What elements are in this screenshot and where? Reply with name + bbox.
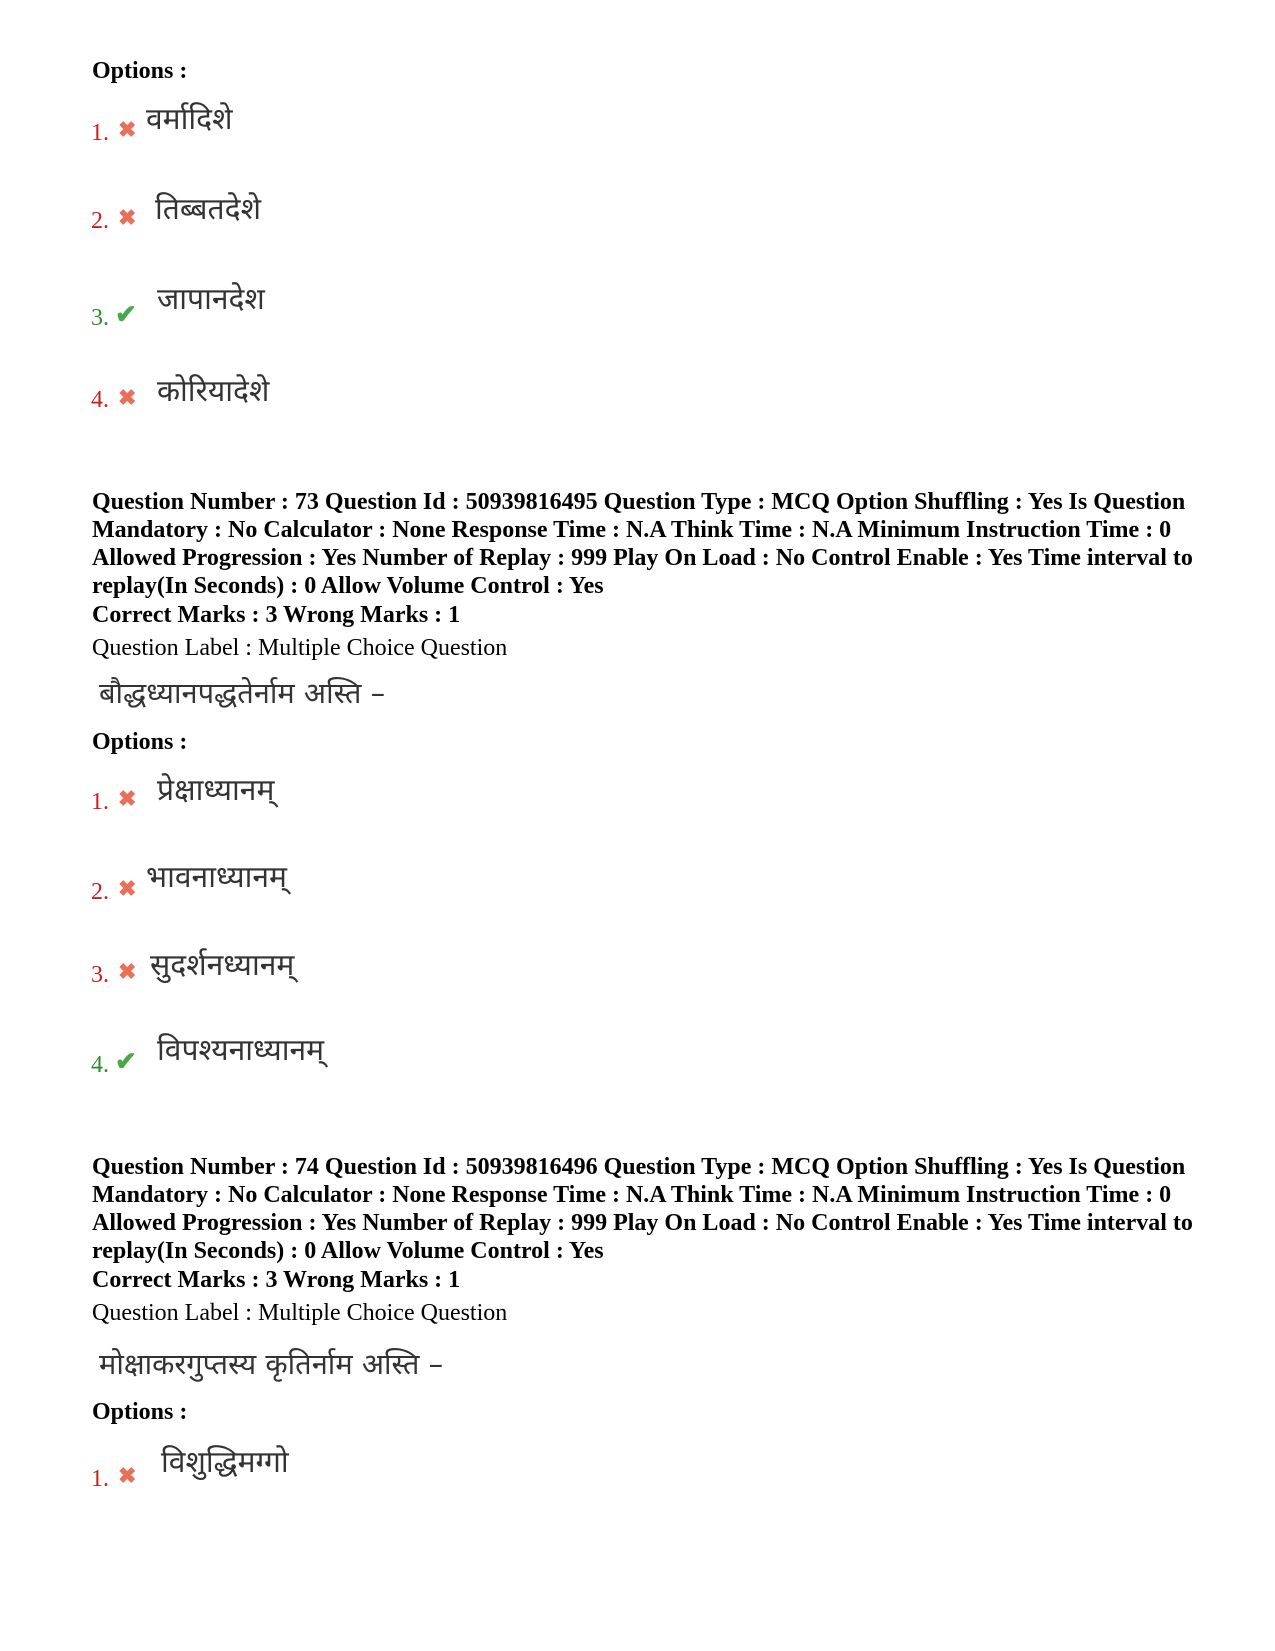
option-number: 2.: [91, 879, 109, 905]
correct-icon: ✔: [115, 1047, 137, 1076]
option-number: 3.: [91, 305, 109, 331]
wrong-icon: ✖: [118, 385, 137, 410]
option-text: भावनाध्यानम्: [146, 860, 287, 895]
options-heading: Options :: [92, 729, 188, 755]
option-number: 1.: [91, 1466, 109, 1492]
question-marks: Correct Marks : 3 Wrong Marks : 1: [92, 1267, 461, 1293]
question-label: Question Label : Multiple Choice Question: [92, 1300, 508, 1326]
option-text: वर्मादिशे: [146, 102, 233, 137]
question-meta: Question Number : 73 Question Id : 50939816495 Question Type : MCQ Option Shuffling : Yes Is Question Mandatory : No Calculator : None Response Time : N.A Think Time : N.A Minimum Instruction Time : 0 Allowed Progression : Yes Number of Replay : 999 Play On Load : No Control Enable : Yes Time interval to replay(In Seconds) : 0 Allow Volume Control : Yes: [92, 489, 1193, 599]
option-number: 3.: [91, 962, 109, 988]
option-number: 2.: [91, 208, 109, 234]
question-label: Question Label : Multiple Choice Question: [92, 635, 508, 661]
options-heading: Options :: [92, 58, 188, 84]
option-number: 4.: [91, 387, 109, 413]
wrong-icon: ✖: [118, 205, 137, 230]
options-heading: Options :: [92, 1399, 188, 1425]
option-text: तिब्बतदेशे: [155, 192, 261, 227]
option-number: 1.: [91, 120, 109, 146]
wrong-icon: ✖: [118, 876, 137, 901]
question-text: मोक्षाकरगुप्तस्य कृतिर्नाम अस्ति –: [99, 1347, 444, 1381]
option-text: जापानदेश: [157, 282, 265, 317]
question-meta: Question Number : 74 Question Id : 50939816496 Question Type : MCQ Option Shuffling : Yes Is Question Mandatory : No Calculator : None Response Time : N.A Think Time : N.A Minimum Instruction Time : 0 Allowed Progression : Yes Number of Replay : 999 Play On Load : No Control Enable : Yes Time interval to replay(In Seconds) : 0 Allow Volume Control : Yes: [92, 1154, 1193, 1264]
question-text: बौद्धध्यानपद्धतेर्नाम अस्ति –: [99, 676, 386, 710]
correct-icon: ✔: [115, 300, 137, 329]
option-text: सुदर्शनध्यानम्: [150, 948, 295, 983]
wrong-icon: ✖: [118, 117, 137, 142]
option-text: प्रेक्षाध्यानम्: [157, 773, 275, 808]
wrong-icon: ✖: [118, 786, 137, 811]
wrong-icon: ✖: [118, 1463, 137, 1488]
option-text: विपश्यनाध्यानम्: [157, 1033, 325, 1068]
wrong-icon: ✖: [118, 959, 137, 984]
option-number: 1.: [91, 789, 109, 815]
option-text: कोरियादेशे: [157, 374, 270, 409]
option-text: विशुद्धिमग्गो: [161, 1445, 289, 1480]
question-marks: Correct Marks : 3 Wrong Marks : 1: [92, 602, 461, 628]
option-number: 4.: [91, 1052, 109, 1078]
